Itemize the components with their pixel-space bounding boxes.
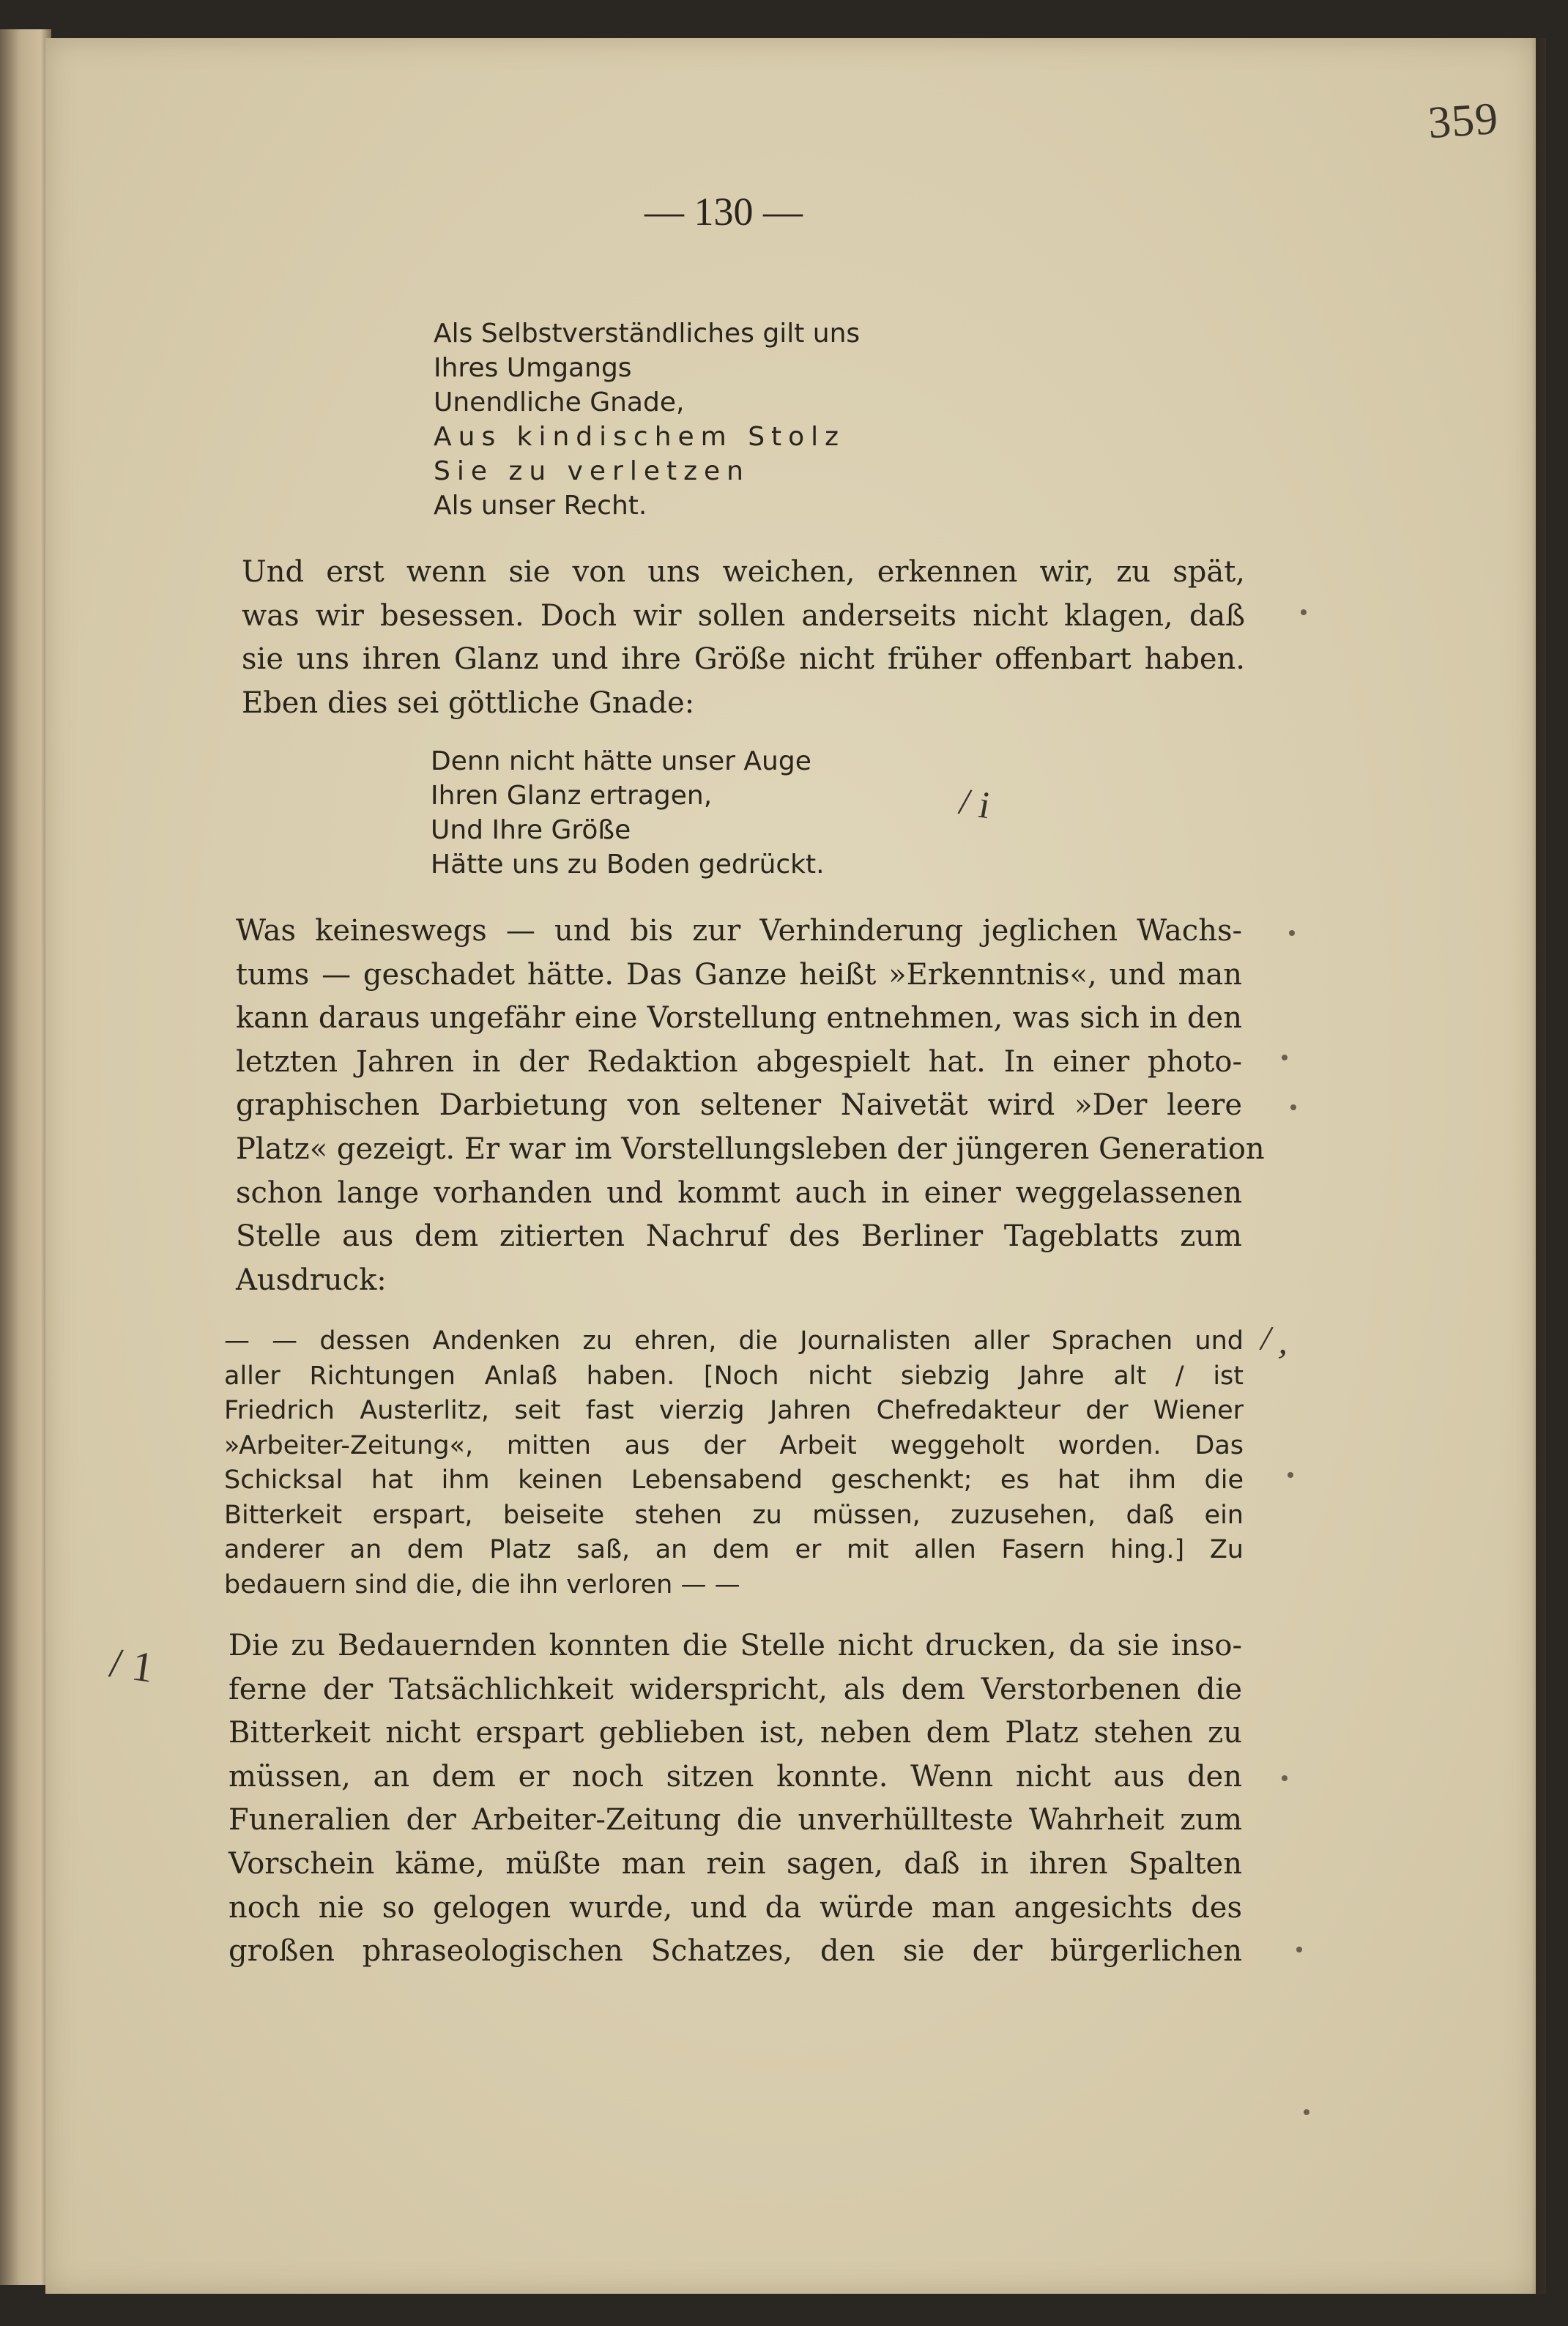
quotation-line: bedauern sind die, die ihn verloren — —: [224, 1569, 740, 1599]
margin-dot: [1289, 930, 1295, 936]
paragraph-3-line: Vorschein käme, müßte man rein sagen, daß in ihren Spalten: [228, 1846, 1242, 1881]
poem-1-line: Aus kindischem Stolz: [434, 422, 846, 452]
paragraph-2-line: Stelle aus dem zitierten Nachruf des Berliner Tageblatts zum: [236, 1219, 1242, 1254]
paragraph-1-line: Und erst wenn sie von uns weichen, erkennen wir, zu spät,: [242, 555, 1245, 589]
previous-page-edge: [0, 29, 51, 2285]
paragraph-3-line: ferne der Tatsächlichkeit widerspricht, als dem Verstorbenen die: [228, 1672, 1242, 1706]
paragraph-1-line: was wir besessen. Doch wir sollen anderseits nicht klagen, daß: [242, 598, 1245, 633]
quotation-line: — — dessen Andenken zu ehren, die Journalisten aller Sprachen und: [224, 1326, 1244, 1356]
poem-1-line: Ihres Umgangs: [434, 353, 632, 383]
poem-2-line: Und Ihre Größe: [431, 815, 631, 845]
paragraph-2-line: Platz« gezeigt. Er war im Vorstellungsleben der jüngeren Generation: [236, 1132, 1265, 1166]
margin-mark-quote: / ,: [1257, 1317, 1293, 1362]
margin-dot: [1296, 1947, 1302, 1952]
quotation-line: »Arbeiter-Zeitung«, mitten aus der Arbeit weggeholt worden. Das: [224, 1430, 1244, 1460]
paragraph-3-line: Bitterkeit nicht erspart geblieben ist, neben dem Platz stehen zu: [228, 1716, 1242, 1750]
poem-1-line: Sie zu verletzen: [434, 456, 750, 486]
paragraph-3-line: noch nie so gelogen wurde, und da würde man angesichts des: [228, 1890, 1242, 1925]
poem-2: [431, 744, 825, 882]
margin-dot: [1288, 1472, 1293, 1478]
margin-dot: [1282, 1775, 1288, 1781]
poem-2-line: Hätte uns zu Boden gedrückt.: [431, 850, 825, 880]
margin-dot: [1304, 2109, 1309, 2115]
poem-1-line: Als Selbstverständliches gilt uns: [434, 319, 861, 349]
poem-2-line: Denn nicht hätte unser Auge: [431, 746, 811, 776]
poem-1: [434, 316, 860, 523]
quotation-line: aller Richtungen Anlaß haben. [Noch nicht siebzig Jahre alt / ist: [224, 1361, 1244, 1391]
paragraph-1: [242, 551, 1245, 725]
margin-dot: [1290, 1104, 1296, 1110]
paragraph-3-line: großen phraseologischen Schatzes, den sie der bürgerlichen: [228, 1934, 1242, 1969]
quotation-line: Bitterkeit erspart, beiseite stehen zu müssen, zuzusehen, daß ein: [224, 1500, 1244, 1530]
paragraph-2-line: tums — geschadet hätte. Das Ganze heißt »Erkenntnis«, und man: [236, 957, 1242, 992]
paragraph-3-line: Funeralien der Arbeiter-Zeitung die unverhüllteste Wahrheit zum: [228, 1803, 1242, 1838]
paragraph-2-line: Was keineswegs — und bis zur Verhinderung jeglichen Wachs-: [236, 914, 1242, 948]
paragraph-2-line: letzten Jahren in der Redaktion abgespielt hat. In einer photo-: [236, 1044, 1242, 1079]
page-edge-shadow: [1531, 38, 1546, 2294]
poem-1-line: Als unser Recht.: [434, 491, 647, 521]
quotation: [224, 1324, 1244, 1602]
margin-dot: [1301, 609, 1307, 615]
handwritten-folio-number: 359: [1426, 93, 1501, 149]
page-number: — 130 —: [644, 190, 803, 234]
margin-mark-poem: / i: [956, 780, 994, 828]
quotation-line: Schicksal hat ihm keinen Lebensabend geschenkt; es hat ihm die: [224, 1465, 1244, 1495]
paragraph-2-line: Ausdruck:: [236, 1263, 387, 1297]
paragraph-3-line: Die zu Bedauernden konnten die Stelle nicht drucken, da sie inso-: [228, 1629, 1242, 1662]
poem-2-line: Ihren Glanz ertragen,: [431, 781, 713, 811]
paragraph-1-line: Eben dies sei göttliche Gnade:: [242, 685, 695, 720]
paragraph-2-line: kann daraus ungefähr eine Vorstellung entnehmen, was sich in den: [236, 1001, 1242, 1036]
poem-1-line: Unendliche Gnade,: [434, 387, 685, 417]
paragraph-2: [236, 910, 1265, 1302]
paragraph-3: [228, 1624, 1242, 1974]
paragraph-3-line: müssen, an dem er noch sitzen konnte. Wenn nicht aus den: [228, 1759, 1242, 1794]
margin-dot: [1282, 1055, 1288, 1060]
quotation-line: anderer an dem Platz saß, an dem er mit allen Fasern hing.] Zu: [224, 1535, 1244, 1564]
paragraph-2-line: schon lange vorhanden und kommt auch in einer weggelassenen: [236, 1175, 1242, 1210]
margin-mark-left: / 1: [106, 1638, 157, 1692]
quotation-line: Friedrich Austerlitz, seit fast vierzig Jahren Chefredakteur der Wiener: [224, 1396, 1244, 1425]
paragraph-2-line: graphischen Darbietung von seltener Naivetät wird »Der leere: [236, 1088, 1242, 1123]
paragraph-1-line: sie uns ihren Glanz und ihre Größe nicht früher offenbart haben.: [242, 642, 1245, 677]
